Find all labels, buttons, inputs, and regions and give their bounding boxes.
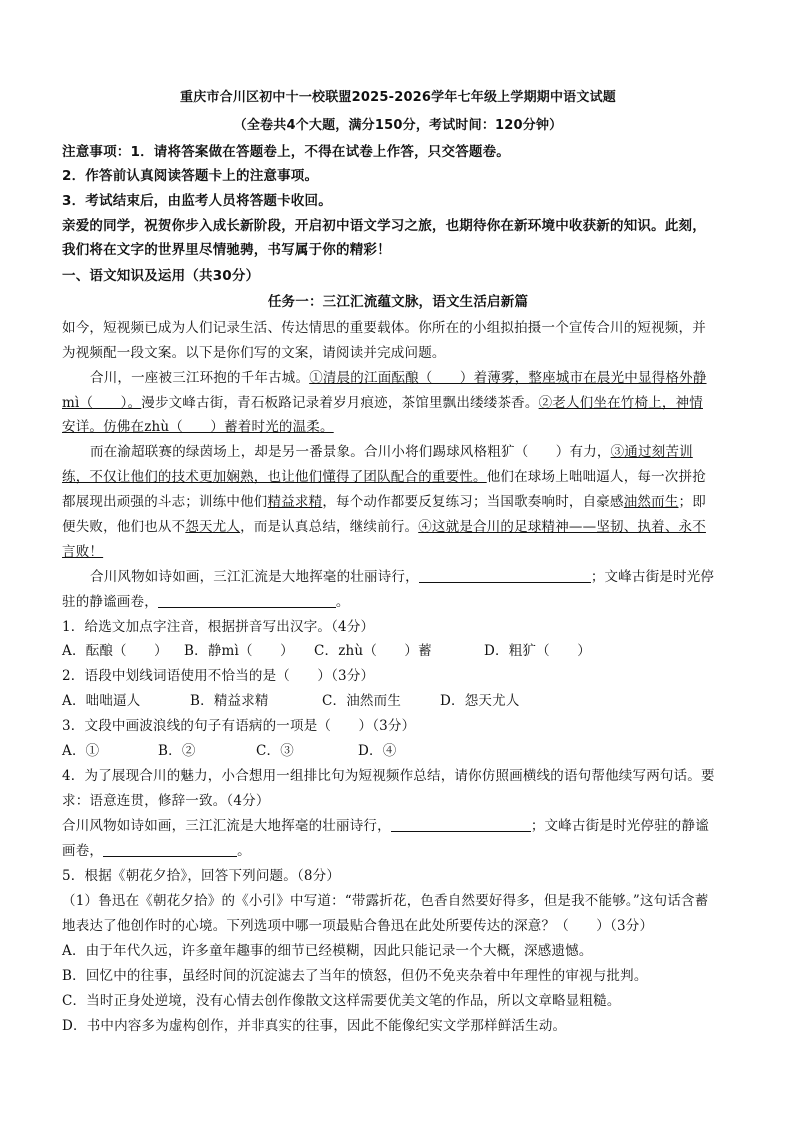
option-b[interactable]: B．回忆中的往事，虽经时间的沉淀滤去了当年的愤怒，但仍不免夹杂着中年理性的审视与批判。 (62, 968, 648, 984)
underlined-sentence-4-end: 言败！ (62, 544, 104, 560)
passage-line (62, 542, 734, 562)
passage-text: ；文峰古街是时光停 (590, 569, 715, 585)
option-b[interactable]: B．精益求精 (190, 693, 269, 709)
passage-text: 而在渝超联赛的绿茵场上，却是另一番景象。合川小将们踢球风格粗犷（ ）有力， (90, 444, 611, 460)
option-a[interactable]: A．咄咄逼人 (62, 693, 141, 709)
passage-text: 合川，一座被三江环抱的千年古城。 (90, 370, 310, 386)
underlined-sentence-3: ③通过刻苦训 (610, 444, 693, 460)
idiom-underlined-2: 油然而生 (623, 494, 679, 510)
answer-blank[interactable] (158, 593, 336, 608)
question-5-1: （1）鲁迅在《朝花夕拾》的《小引》中写道：“带露折花，色香自然要好得多，但是我不能够。”这句话含蓄 (62, 893, 709, 909)
passage-text: ；即 (678, 494, 706, 510)
underlined-sentence-1-end: mì（ ）。 (62, 395, 142, 411)
section-title: 一、语文知识及运用（共30分） (62, 268, 260, 284)
passage-line (62, 592, 734, 612)
task-title: 任务一：三江汇流蕴文脉，语文生活启新篇 (267, 294, 529, 310)
greeting-line-2: 我们将在文字的世界里尽情驰骋，书写属于你的精彩！ (62, 242, 391, 258)
passage-text: 合川风物如诗如画，三江汇流是大地挥毫的壮丽诗行， (90, 569, 419, 585)
greeting-line-1: 亲爱的同学，祝贺你步入成长新阶段，开启初中语文学习之旅，也期待你在新环境中收获新的知识。此刻， (62, 218, 706, 234)
option-c[interactable]: C．zhù（ ）蓄 (314, 643, 432, 659)
option-d[interactable]: D．粗犷（ ） (484, 643, 591, 659)
passage-line (62, 567, 734, 587)
question-3: 3．文段中画波浪线的句子有语病的一项是（ ）（3分） (62, 718, 416, 734)
idiom-underlined-1: 精益求精 (267, 494, 323, 510)
underlined-sentence-1: ①清晨的江面酝酿（ ）着薄雾，整座城市在晨光中显得格外静 (309, 370, 707, 386)
option-b[interactable]: B．② (158, 743, 196, 759)
passage-text: 他们在球场上咄咄逼人，每一次拼抢 (486, 469, 706, 485)
page-subtitle: （全卷共4个大题，满分150分，考试时间：120分钟） (233, 118, 563, 133)
underlined-sentence-2: ②老人们坐在竹椅上，神情 (538, 395, 703, 411)
option-d[interactable]: D．书中内容多为虚构创作，并非真实的往事，因此不能像纪实文学那样鲜活生动。 (62, 1018, 567, 1034)
option-a[interactable]: A．酝酿（ ） (62, 643, 168, 659)
answer-blank[interactable] (419, 568, 591, 583)
question-2-options (62, 691, 734, 711)
passage-text: 便失败，他们也从不 (62, 519, 186, 535)
question-4-prompt (62, 841, 734, 861)
question-5-1: 地表达了他创作时的心境。下列选项中哪一项最贴合鲁迅在此处所要传达的深意？（ ）（3分） (62, 918, 654, 934)
prompt-text: ；文峰古街是时光停驻的静谧 (530, 818, 709, 834)
passage-text: ，每个动作都要反复练习；当国歌奏响时，自豪感 (322, 494, 624, 510)
prompt-text: 画卷， (62, 843, 104, 859)
question-1: 1．给选文加点字注音，根据拼音写出汉字。（4分） (62, 619, 375, 635)
option-d[interactable]: D．④ (358, 743, 397, 759)
passage-text: 漫步文峰古街，青石板路记录着岁月痕迹，茶馆里飘出缕缕茶香。 (141, 395, 539, 411)
question-1-options (62, 641, 734, 661)
answer-blank[interactable] (391, 817, 531, 832)
passage-line (62, 417, 734, 437)
notice-line-2: 2．作答前认真阅读答题卡上的注意事项。 (62, 168, 319, 184)
passage-line (62, 442, 734, 462)
underlined-sentence-4: ④这就是合川的足球精神——坚韧、执着、永不 (418, 519, 706, 535)
prompt-text: 。 (237, 843, 251, 859)
passage-text: 驻的静谧画卷， (62, 594, 158, 610)
passage-line (62, 517, 734, 537)
question-4-prompt (62, 816, 734, 836)
option-c[interactable]: C．当时正身处逆境，没有心情去创作像散文这样需要优美文笔的作品，所以文章略显粗糙。 (62, 993, 621, 1009)
question-4-requirement: 求：语意连贯，修辞一致。（4分） (62, 793, 270, 809)
option-a[interactable]: A．① (62, 743, 100, 759)
option-b[interactable]: B．静mì（ ） (184, 643, 294, 659)
question-2: 2．语段中划线词语使用不恰当的是（ ）（3分） (62, 668, 375, 684)
option-c[interactable]: C．③ (256, 743, 294, 759)
idiom-underlined-3: 怨天尤人 (185, 519, 241, 535)
intro-line-2: 为视频配一段文案。以下是你们写的文案，请阅读并完成问题。 (62, 345, 446, 361)
passage-line (62, 467, 734, 487)
prompt-text: 合川风物如诗如画，三江汇流是大地挥毫的壮丽诗行， (62, 818, 391, 834)
question-3-options (62, 741, 734, 761)
underlined-sentence-2-end: 安详。仿佛在zhù（ ）蓄着时光的温柔。 (62, 419, 334, 435)
question-4: 4．为了展现合川的魅力，小合想用一组排比句为短视频作总结，请你仿照画横线的语句帮他续写两句话。要 (62, 768, 715, 784)
option-d[interactable]: D．怨天尤人 (440, 693, 520, 709)
option-c[interactable]: C．油然而生 (322, 693, 402, 709)
intro-line-1: 如今，短视频已成为人们记录生活、传达情思的重要载体。你所在的小组拟拍摄一个宣传合川的短视频，并 (62, 320, 706, 336)
notice-line-1: 注意事项：1．请将答案做在答题卷上，不得在试卷上作答，只交答题卷。 (62, 144, 510, 160)
option-a[interactable]: A．由于年代久远，许多童年趣事的细节已经模糊，因此只能记录一个大概，深感遗憾。 (62, 943, 593, 959)
passage-line (62, 492, 734, 512)
passage-text: 。 (335, 594, 350, 610)
passage-text: ，而是认真总结，继续前行。 (240, 519, 419, 535)
passage-line (62, 393, 734, 413)
notice-line-3: 3．考试结束后，由监考人员将答题卡收回。 (62, 193, 332, 209)
passage-line (62, 368, 734, 388)
underlined-sentence-3-end: 练，不仅让他们的技术更加娴熟，也让他们懂得了团队配合的重要性。 (62, 469, 487, 485)
page-title: 重庆市合川区初中十一校联盟2025-2026学年七年级上学期期中语文试题 (180, 90, 616, 105)
question-5: 5．根据《朝花夕拾》，回答下列问题。（8分） (62, 868, 341, 884)
passage-text: 都展现出顽强的斗志；训练中他们 (62, 494, 268, 510)
answer-blank[interactable] (103, 842, 237, 857)
